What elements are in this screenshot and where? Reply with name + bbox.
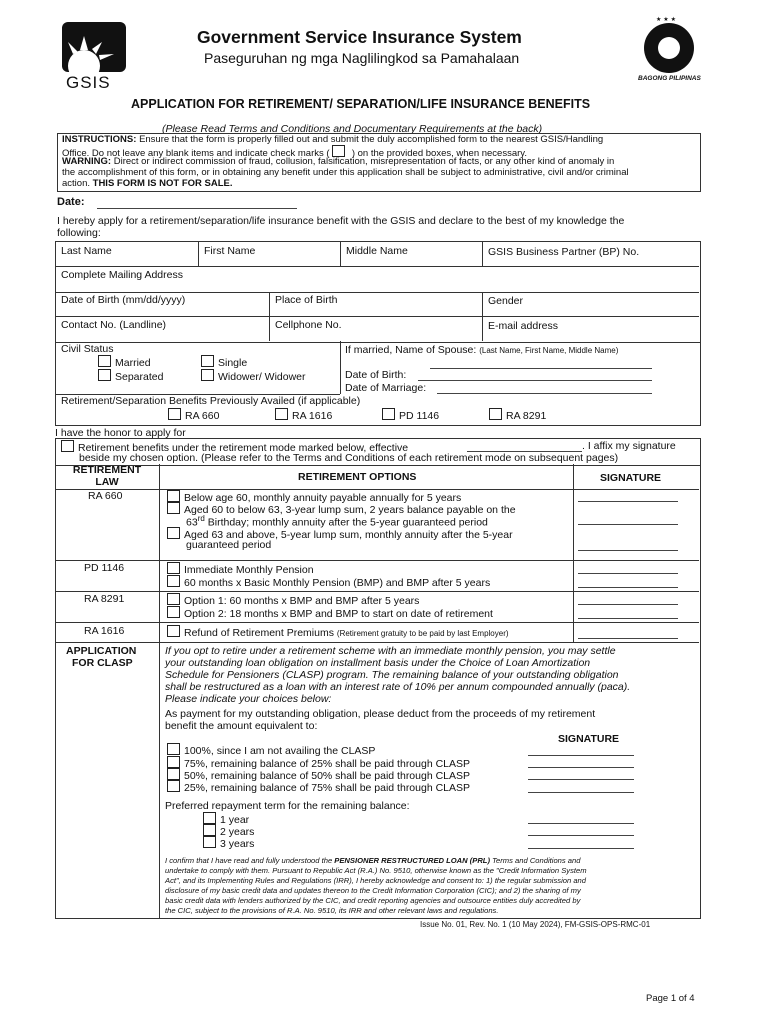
cs-widower-option[interactable]: Widower/ Widower [201, 369, 306, 383]
clasp-opt-50[interactable]: 50%, remaining balance of 50% shall be paid through CLASP [167, 768, 470, 782]
clasp-law-2: FOR CLASP [72, 657, 133, 669]
ra660-opt3-signature[interactable] [578, 550, 678, 551]
issue-number: Issue No. 01, Rev. No. 1 (10 May 2024), FM-GSIS-OPS-RMC-01 [420, 920, 651, 929]
clasp-100-checkbox[interactable] [167, 743, 180, 755]
clasp-term-label: Preferred repayment term for the remaining balance: [165, 800, 410, 812]
clasp-term-2[interactable]: 2 years [203, 824, 254, 838]
cs-separated-checkbox[interactable] [98, 369, 111, 381]
bp-number-field[interactable]: GSIS Business Partner (BP) No. [488, 246, 640, 258]
ra1616-signature[interactable] [578, 638, 678, 639]
ra8291-option-2[interactable]: Option 2: 18 months x BMP and BMP to start on date of retirement [167, 606, 493, 620]
term-1yr-checkbox[interactable] [203, 812, 216, 824]
clasp-consent-2: undertake to comply with them. Pursuant to Republic Act (R.A.) No. 9510, otherwise known as the "Credit Information System [165, 866, 587, 875]
ra660-opt2-checkbox[interactable] [167, 502, 180, 514]
date-of-marriage-field[interactable] [437, 393, 652, 394]
ra8291-opt1-signature[interactable] [578, 604, 678, 605]
cellphone-field[interactable]: Cellphone No. [275, 319, 342, 331]
clasp-25-signature[interactable] [528, 792, 634, 793]
clasp-75-signature[interactable] [528, 767, 634, 768]
clasp-intro-2: your outstanding loan obligation on installment basis under the Choice of Loan Amortization [165, 657, 591, 669]
ra660-option-2[interactable]: Aged 60 to below 63, 3-year lump sum, 2 years balance payable on the [167, 502, 516, 516]
clasp-term-3[interactable]: 3 years [203, 836, 254, 850]
gsis-sun-icon [62, 22, 126, 72]
ra8291-opt2-signature[interactable] [578, 618, 678, 619]
clasp-payment-2: benefit the amount equivalent to: [165, 720, 318, 732]
pd1146-opt1-checkbox[interactable] [167, 562, 180, 574]
instructions-box [57, 133, 701, 192]
ra1616-law: RA 1616 [84, 625, 125, 637]
cs-married-option[interactable]: Married [98, 355, 151, 369]
gender-field[interactable]: Gender [488, 295, 524, 307]
instructions-line-2: Office. Do not leave any blank items and indicate check marks ( ) on the provided boxes, when necessary. [62, 145, 527, 159]
prev-pd1146-option[interactable]: PD 1146 [382, 408, 439, 422]
ra660-option-2-line-2: 63rd Birthday; monthly annuity after the 5-year guaranteed period [186, 514, 488, 529]
clasp-payment-1: As payment for my outstanding obligation, please deduct from the proceeds of my retirement [165, 708, 596, 720]
ra8291-option-1[interactable]: Option 1: 60 months x BMP and BMP after 5 years [167, 593, 419, 607]
pd1146-opt2-signature[interactable] [578, 587, 678, 588]
prev-benefits-label: Retirement/Separation Benefits Previously Availed (if applicable) [61, 395, 361, 407]
spouse-dob-field[interactable] [418, 380, 652, 381]
prev-ra660-option[interactable]: RA 660 [168, 408, 219, 422]
spouse-name-field[interactable] [430, 368, 652, 369]
pd1146-opt2-checkbox[interactable] [167, 575, 180, 587]
form-subtitle: (Please Read Terms and Conditions and Documentary Requirements at the back) [162, 123, 543, 135]
clasp-signature-header: SIGNATURE [558, 733, 620, 745]
clasp-intro-5: Please indicate your choices below: [165, 693, 332, 705]
clasp-opt-75[interactable]: 75%, remaining balance of 25% shall be paid through CLASP [167, 756, 470, 770]
ra660-opt1-signature[interactable] [578, 501, 678, 502]
warning-line-2: the accomplishment of this form, or in obtaining any benefit under this application shall be subject to administrative, civil and/or criminal [62, 167, 629, 178]
form-title: APPLICATION FOR RETIREMENT/ SEPARATION/LIFE INSURANCE BENEFITS [131, 97, 591, 111]
middle-name-field[interactable]: Middle Name [346, 245, 408, 257]
clasp-50-signature[interactable] [528, 779, 634, 780]
clasp-law-1: APPLICATION [66, 645, 137, 657]
clasp-opt-100[interactable]: 100%, since I am not availing the CLASP [167, 743, 375, 757]
clasp-consent-1: I confirm that I have read and fully understood the PENSIONER RESTRUCTURED LOAN (PRL) Terms and Conditions and [165, 856, 581, 865]
pd1146-option-1[interactable]: Immediate Monthly Pension [167, 562, 314, 576]
warning-line-1: WARNING: Direct or indirect commission of fraud, collusion, falsification, misrepresentation of facts, or any other kind of anomaly in [62, 156, 615, 167]
clasp-intro-4: shall be restructured as a loan with an interest rate of 10% per annum compounded annually (paca). [165, 681, 631, 693]
ra1616-option-1[interactable]: Refund of Retirement Premiums (Retirement gratuity to be paid by last Employer) [167, 625, 509, 639]
svg-text:★ ★ ★: ★ ★ ★ [656, 16, 676, 23]
civil-status-label: Civil Status [61, 343, 114, 355]
ra660-law: RA 660 [88, 490, 123, 502]
cs-separated-option[interactable]: Separated [98, 369, 163, 383]
bagong-pilipinas-seal [628, 14, 710, 84]
ra8291-opt1-checkbox[interactable] [167, 593, 180, 605]
declaration-line-2: following: [57, 227, 101, 239]
affix-signature-text: . I affix my signature [582, 440, 676, 452]
gsis-logo-text: GSIS [66, 73, 111, 92]
date-of-birth-field[interactable]: Date of Birth (mm/dd/yyyy) [61, 294, 186, 306]
declaration-line-1: I hereby apply for a retirement/separation/life insurance benefit with the GSIS and declare to the best of my knowledge the [57, 215, 625, 227]
pd1146-option-2[interactable]: 60 months x Basic Monthly Pension (BMP) and BMP after 5 years [167, 575, 490, 589]
prev-pd1146-checkbox[interactable] [382, 408, 395, 420]
last-name-field[interactable]: Last Name [61, 245, 112, 257]
honor-to-apply-label: I have the honor to apply for [55, 427, 186, 439]
col-options-header: RETIREMENT OPTIONS [298, 471, 417, 483]
prev-ra8291-checkbox[interactable] [489, 408, 502, 420]
retirement-benefits-option[interactable]: Retirement benefits under the retirement mode marked below, effective [61, 440, 408, 454]
term-3yr-signature[interactable] [528, 848, 634, 849]
clasp-consent-6: the CIC, subject to the provisions of R.A. No. 9510, its IRR and other relevant laws and regulations. [165, 906, 499, 915]
org-name: Government Service Insurance System [197, 27, 522, 47]
clasp-75-checkbox[interactable] [167, 756, 180, 768]
place-of-birth-field[interactable]: Place of Birth [275, 294, 338, 306]
instructions-line-1: INSTRUCTIONS: Ensure that the form is properly filled out and submit the duly accomplished form to the nearest GSIS/Handling [62, 134, 604, 145]
col-law-header: RETIREMENT LAW [72, 464, 142, 488]
cs-single-checkbox[interactable] [201, 355, 214, 367]
ra660-option-1[interactable]: Below age 60, monthly annuity payable annually for 5 years [167, 490, 461, 504]
clasp-consent-5: basic credit data with lenders authorized by the CIC, and credit reporting agencies and outsource entities duly accredited by [165, 896, 581, 905]
prev-ra1616-checkbox[interactable] [275, 408, 288, 420]
term-2yr-checkbox[interactable] [203, 824, 216, 836]
ra8291-opt2-checkbox[interactable] [167, 606, 180, 618]
ra660-option-3[interactable]: Aged 63 and above, 5-year lump sum, monthly annuity after the 5-year [167, 527, 513, 541]
term-1yr-signature[interactable] [528, 823, 634, 824]
pd1146-opt1-signature[interactable] [578, 573, 678, 574]
clasp-50-checkbox[interactable] [167, 768, 180, 780]
clasp-consent-4: disclosure of my basic credit data and updates thereon to the Credit Information Corporation (CIC); and 2) the sharing of my [165, 886, 581, 895]
term-2yr-signature[interactable] [528, 835, 634, 836]
retirement-benefits-line-2: beside my chosen option. (Please refer to the Terms and Conditions of each retirement mode on subsequent pages) [79, 452, 619, 464]
ra660-option-3-line-2: guaranteed period [186, 539, 272, 551]
cs-married-checkbox[interactable] [98, 355, 111, 367]
retirement-benefits-checkbox[interactable] [61, 440, 74, 452]
date-label: Date: [57, 196, 85, 208]
warning-line-3: action. THIS FORM IS NOT FOR SALE. [62, 178, 233, 189]
clasp-opt-25[interactable]: 25%, remaining balance of 75% shall be paid through CLASP [167, 780, 470, 794]
org-tagline: Paseguruhan ng mga Naglilingkod sa Pamahalaan [204, 50, 520, 66]
spouse-dob-label: Date of Birth: [345, 369, 407, 381]
cs-single-option[interactable]: Single [201, 355, 247, 369]
prev-ra1616-option[interactable]: RA 1616 [275, 408, 332, 422]
ra660-opt3-checkbox[interactable] [167, 527, 180, 539]
clasp-intro-3: Schedule for Pensioners (CLASP) program. The remaining balance of your outstanding obligation [165, 669, 619, 681]
prev-ra8291-option[interactable]: RA 8291 [489, 408, 546, 422]
seal-text: BAGONG PILIPINAS [638, 75, 701, 82]
clasp-consent-3: Act", and its Implementing Rules and Regulations (IRR), I hereby acknowledge and consent to: 1) the regular submission and [165, 876, 587, 885]
clasp-25-checkbox[interactable] [167, 780, 180, 792]
clasp-100-signature[interactable] [528, 755, 634, 756]
date-of-marriage-label: Date of Marriage: [345, 382, 427, 394]
ra8291-law: RA 8291 [84, 593, 125, 605]
seal-icon [628, 14, 710, 74]
clasp-intro-1: If you opt to retire under a retirement scheme with an immediate monthly pension, you may settle [165, 645, 616, 657]
date-field[interactable] [97, 208, 297, 209]
gsis-logo [62, 22, 126, 92]
landline-field[interactable]: Contact No. (Landline) [61, 319, 167, 331]
mailing-address-field[interactable]: Complete Mailing Address [61, 269, 183, 281]
email-field[interactable]: E-mail address [488, 320, 559, 332]
clasp-term-1[interactable]: 1 year [203, 812, 249, 826]
ra1616-opt1-checkbox[interactable] [167, 625, 180, 637]
page-number: Page 1 of 4 [646, 993, 695, 1004]
cs-widower-checkbox[interactable] [201, 369, 214, 381]
term-3yr-checkbox[interactable] [203, 836, 216, 848]
ra660-opt2-signature[interactable] [578, 524, 678, 525]
ra660-opt1-checkbox[interactable] [167, 490, 180, 502]
first-name-field[interactable]: First Name [204, 245, 256, 257]
col-signature-header: SIGNATURE [600, 472, 662, 484]
prev-ra660-checkbox[interactable] [168, 408, 181, 420]
pd1146-law: PD 1146 [84, 562, 125, 574]
spouse-name-label: If married, Name of Spouse: (Last Name, First Name, Middle Name) [345, 344, 619, 356]
